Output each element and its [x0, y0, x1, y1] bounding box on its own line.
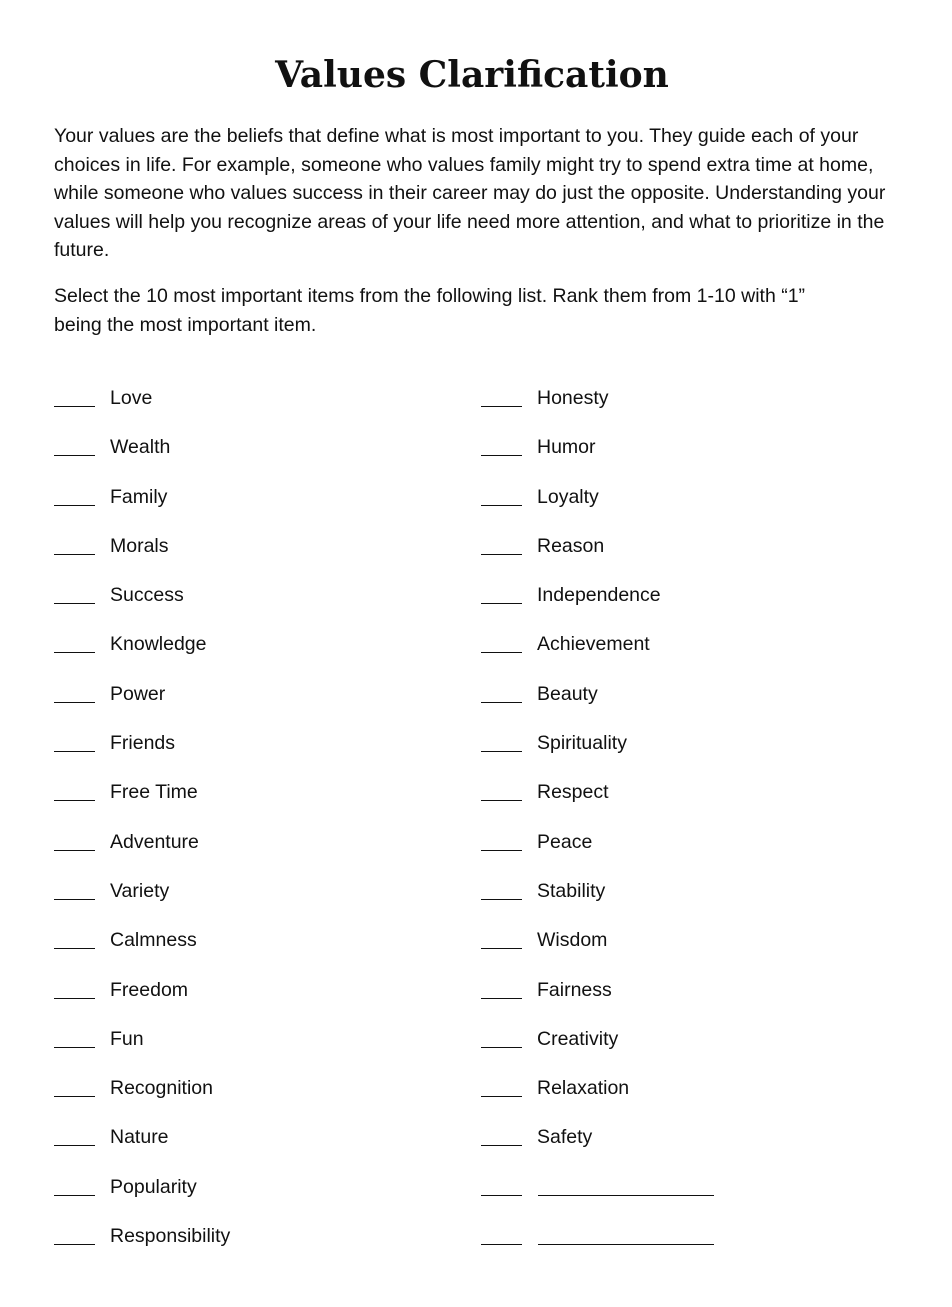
rank-blank[interactable]	[54, 652, 95, 653]
value-item	[481, 679, 901, 728]
value-label: Wisdom	[537, 929, 608, 952]
value-item	[481, 777, 901, 826]
value-label: Independence	[537, 584, 661, 607]
value-label: Popularity	[110, 1175, 197, 1198]
value-item	[54, 827, 454, 876]
rank-blank[interactable]	[54, 702, 95, 703]
rank-blank[interactable]	[54, 505, 95, 506]
rank-blank[interactable]	[54, 850, 95, 851]
rank-blank[interactable]	[481, 406, 522, 407]
rank-blank[interactable]	[54, 603, 95, 604]
value-item	[481, 629, 901, 678]
rank-blank[interactable]	[54, 1096, 95, 1097]
value-item	[54, 1024, 454, 1073]
value-item	[54, 876, 454, 925]
rank-blank[interactable]	[54, 455, 95, 456]
rank-blank[interactable]	[481, 1195, 522, 1196]
rank-blank[interactable]	[481, 800, 522, 801]
value-label: Recognition	[110, 1077, 213, 1100]
rank-blank[interactable]	[481, 603, 522, 604]
value-item	[54, 1172, 454, 1221]
value-item	[54, 482, 454, 531]
rank-blank[interactable]	[481, 1145, 522, 1146]
rank-blank[interactable]	[481, 948, 522, 949]
value-label: Fairness	[537, 978, 612, 1001]
value-label: Fun	[110, 1027, 144, 1050]
value-item	[54, 1221, 454, 1270]
write-in-line[interactable]	[538, 1244, 714, 1245]
value-item	[481, 1073, 901, 1122]
value-item	[54, 777, 454, 826]
value-label: Love	[110, 387, 153, 409]
value-label: Morals	[110, 534, 169, 557]
value-label: Humor	[537, 436, 596, 459]
rank-blank[interactable]	[54, 554, 95, 555]
value-item	[481, 432, 901, 481]
rank-blank[interactable]	[54, 751, 95, 752]
value-item	[54, 629, 454, 678]
rank-blank[interactable]	[54, 948, 95, 949]
value-item	[54, 383, 454, 432]
value-label: Knowledge	[110, 633, 207, 656]
rank-blank[interactable]	[481, 455, 522, 456]
rank-blank[interactable]	[54, 1195, 95, 1196]
value-label: Honesty	[537, 387, 609, 409]
value-label: Peace	[537, 830, 593, 853]
value-label: Family	[110, 485, 168, 508]
value-label: Responsibility	[110, 1225, 231, 1248]
rank-blank[interactable]	[54, 1244, 95, 1245]
value-label: Spirituality	[537, 732, 627, 755]
value-item	[54, 679, 454, 728]
rank-blank[interactable]	[481, 1096, 522, 1097]
value-item	[481, 975, 901, 1024]
value-item	[481, 383, 901, 432]
value-item	[54, 1122, 454, 1171]
value-item	[481, 1172, 901, 1221]
rank-blank[interactable]	[481, 505, 522, 506]
rank-blank[interactable]	[54, 800, 95, 801]
value-label: Variety	[110, 879, 170, 902]
rank-blank[interactable]	[481, 1047, 522, 1048]
value-item	[54, 531, 454, 580]
instructions-paragraph: Select the 10 most important items from the following list. Rank them from 1-10 with “1” being the most important item.	[54, 285, 806, 336]
page-title: Values Clarification	[275, 54, 669, 96]
rank-blank[interactable]	[481, 751, 522, 752]
value-label: Loyalty	[537, 485, 599, 508]
value-label: Creativity	[537, 1027, 619, 1050]
rank-blank[interactable]	[54, 1145, 95, 1146]
rank-blank[interactable]	[481, 702, 522, 703]
value-item	[54, 728, 454, 777]
value-item	[54, 925, 454, 974]
value-label: Adventure	[110, 830, 199, 853]
rank-blank[interactable]	[54, 899, 95, 900]
write-in-line[interactable]	[538, 1195, 714, 1196]
rank-blank[interactable]	[54, 406, 95, 407]
value-item	[54, 580, 454, 629]
value-item	[54, 1073, 454, 1122]
values-list-right	[481, 383, 901, 1270]
value-item	[481, 728, 901, 777]
rank-blank[interactable]	[54, 1047, 95, 1048]
value-item	[481, 1122, 901, 1171]
value-item	[481, 827, 901, 876]
rank-blank[interactable]	[481, 998, 522, 999]
value-item	[481, 876, 901, 925]
value-label: Stability	[537, 879, 606, 902]
rank-blank[interactable]	[481, 652, 522, 653]
intro-paragraph: Your values are the beliefs that define what is most important to you. They guide each of your choices in life. For example, someone who values family might try to spend extra time at home, while someone who values success in their career may do just the opposite. Understanding your values will help you recognize areas of your life need more attention, and what to prioritize in the future.	[54, 125, 886, 261]
value-label: Reason	[537, 534, 605, 557]
value-label: Wealth	[110, 436, 171, 459]
rank-blank[interactable]	[481, 899, 522, 900]
value-label: Power	[110, 682, 166, 705]
rank-blank[interactable]	[481, 1244, 522, 1245]
value-item	[481, 482, 901, 531]
value-label: Free Time	[110, 781, 198, 804]
value-item	[54, 975, 454, 1024]
value-item	[481, 580, 901, 629]
value-label: Relaxation	[537, 1077, 630, 1100]
rank-blank[interactable]	[54, 998, 95, 999]
value-label: Respect	[537, 781, 609, 804]
value-label: Achievement	[537, 633, 650, 656]
value-item	[481, 925, 901, 974]
value-label: Calmness	[110, 929, 197, 952]
value-label: Nature	[110, 1126, 169, 1149]
value-item	[481, 1221, 901, 1270]
value-label: Beauty	[537, 682, 598, 705]
values-list-left	[54, 383, 454, 1270]
value-label: Safety	[537, 1126, 593, 1149]
value-item	[481, 1024, 901, 1073]
value-item	[54, 432, 454, 481]
rank-blank[interactable]	[481, 850, 522, 851]
value-item	[481, 531, 901, 580]
value-label: Success	[110, 584, 184, 607]
value-label: Freedom	[110, 978, 189, 1001]
value-label: Friends	[110, 732, 176, 755]
rank-blank[interactable]	[481, 554, 522, 555]
